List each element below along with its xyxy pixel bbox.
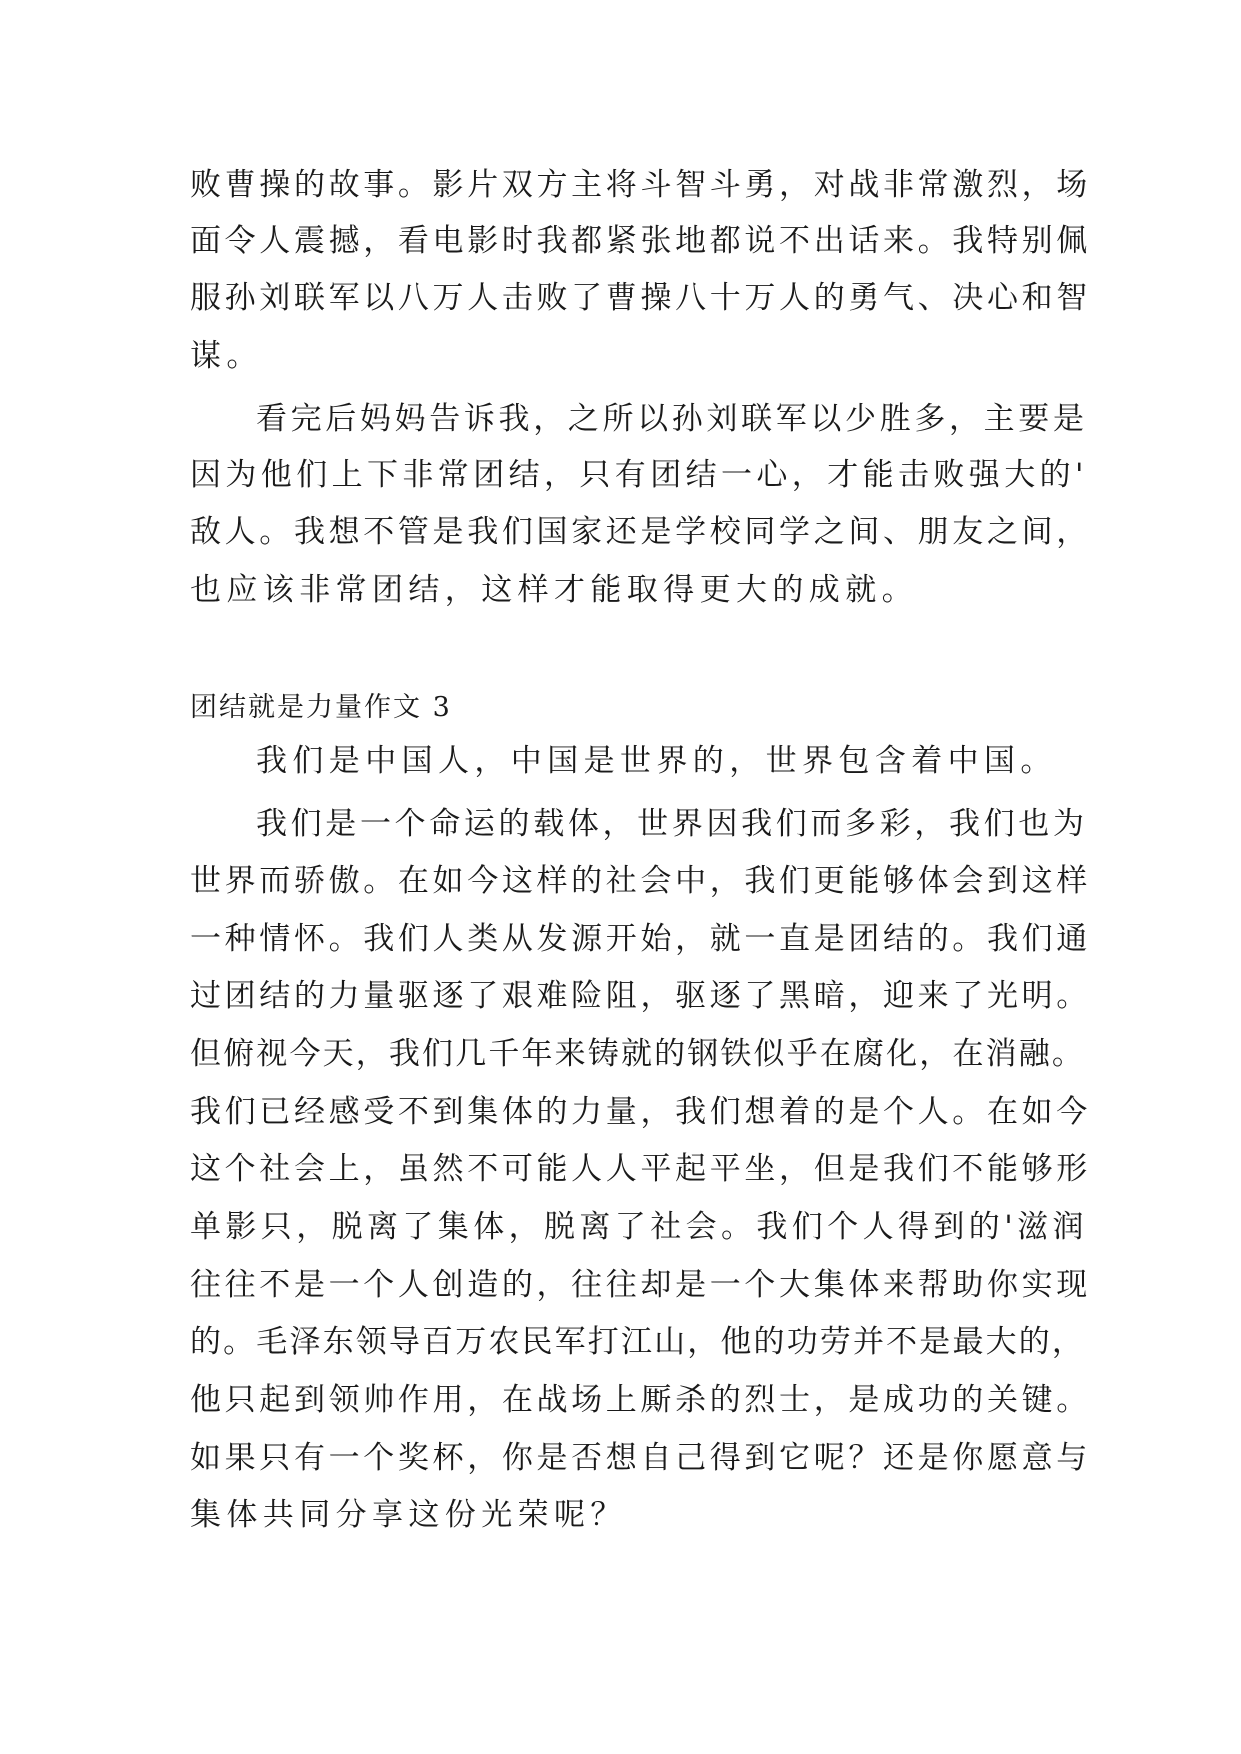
paragraph-line: 但俯视今天，我们几千年来铸就的钢铁似乎在腐化，在消融。 — [190, 1036, 1086, 1072]
paragraph-line: 我们是一个命运的载体，世界因我们而多彩，我们也为 — [256, 806, 1088, 842]
paragraph-line: 我们是中国人，中国是世界的，世界包含着中国。 — [256, 743, 1057, 779]
paragraph-line: 如果只有一个奖杯，你是否想自己得到它呢？还是你愿意与 — [190, 1440, 1091, 1476]
paragraph-line: 往往不是一个人创造的，往往却是一个大集体来帮助你实现 — [190, 1267, 1091, 1303]
paragraph-line: 一种情怀。我们人类从发源开始，就一直是团结的。我们通 — [190, 921, 1091, 957]
paragraph-line: 集体共同分享这份光荣呢？ — [190, 1497, 627, 1533]
paragraph-line: 世界而骄傲。在如今这样的社会中，我们更能够体会到这样 — [190, 863, 1091, 899]
paragraph-line: 敌人。我想不管是我们国家还是学校同学之间、朋友之间， — [190, 514, 1091, 550]
paragraph-line: 败曹操的故事。影片双方主将斗智斗勇，对战非常激烈，场 — [190, 167, 1091, 203]
paragraph-line: 这个社会上，虽然不可能人人平起平坐，但是我们不能够形 — [190, 1151, 1091, 1187]
paragraph-line: 面令人震撼，看电影时我都紧张地都说不出话来。我特别佩 — [190, 223, 1091, 259]
paragraph-line: 他只起到领帅作用，在战场上厮杀的烈士，是成功的关键。 — [190, 1382, 1091, 1418]
section-heading: 团结就是力量作文 3 — [190, 692, 452, 723]
paragraph-line: 我们已经感受不到集体的力量，我们想着的是个人。在如今 — [190, 1094, 1091, 1130]
paragraph-line: 因为他们上下非常团结，只有团结一心，才能击败强大的' — [190, 457, 1088, 493]
paragraph-line: 谋。 — [190, 338, 263, 374]
paragraph-line: 也应该非常团结，这样才能取得更大的成就。 — [190, 572, 918, 608]
paragraph-line: 服孙刘联军以八万人击败了曹操八十万人的勇气、决心和智 — [190, 280, 1091, 316]
paragraph-line: 单影只，脱离了集体，脱离了社会。我们个人得到的'滋润 — [190, 1209, 1088, 1245]
paragraph-line: 看完后妈妈告诉我，之所以孙刘联军以少胜多，主要是 — [256, 401, 1088, 437]
paragraph-line: 的。毛泽东领导百万农民军打江山，他的功劳并不是最大的， — [190, 1324, 1086, 1360]
paragraph-line: 过团结的力量驱逐了艰难险阻，驱逐了黑暗，迎来了光明。 — [190, 978, 1091, 1014]
